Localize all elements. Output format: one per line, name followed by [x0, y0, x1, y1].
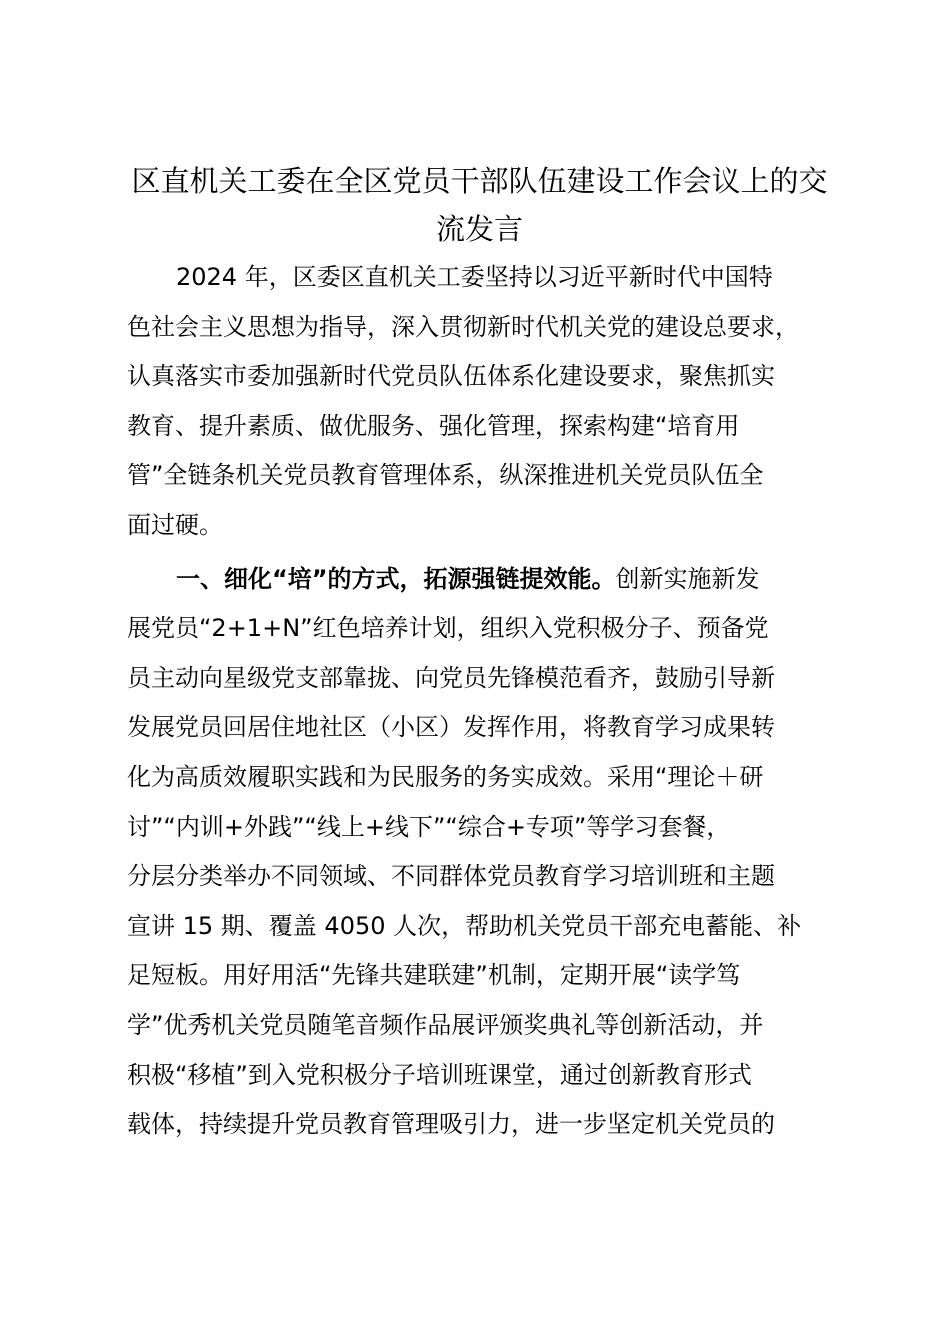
section-1-first-line-rest: 创新实施新发: [615, 564, 760, 593]
title-line-1: 区直机关工委在全区党员干部队伍建设工作会议上的交: [131, 164, 828, 198]
paragraph-line: 积极“移植”到入党积极分子培训班课堂，通过创新教育形式: [127, 1060, 752, 1089]
paragraph-line: 面过硬。: [127, 510, 223, 539]
paragraph-line: 学”优秀机关党员随笔音频作品展评颁奖典礼等创新活动，并: [127, 1010, 764, 1039]
document-body: [127, 157, 832, 1150]
title-line-2: 流发言: [435, 212, 523, 246]
paragraph-line: 发展党员回居住地社区（小区）发挥作用，将教育学习成果转: [127, 713, 775, 742]
paragraph-line: 化为高质效履职实践和为民服务的务实成效。采用“理论＋研: [127, 762, 764, 791]
paragraph-intro: [127, 253, 832, 551]
paragraph-line: 讨”“内训+外践”“线上+线下”“综合+专项”等学习套餐，: [127, 812, 731, 841]
paragraph-line: 展党员“2+1+N”红色培养计划，组织入党积极分子、预备党: [127, 614, 769, 643]
paragraph-line: 色社会主义思想为指导，深入贯彻新时代机关党的建设总要求，: [127, 312, 799, 341]
paragraph-line: 员主动向星级党支部靠拢、向党员先锋模范看齐，鼓励引导新: [127, 663, 775, 692]
paragraph-line: 2024 年，区委区直机关工委坚持以习近平新时代中国特: [176, 263, 773, 291]
document-title: [127, 157, 832, 253]
paragraph-line: 教育、提升素质、做优服务、强化管理，探索构建“培育用: [127, 411, 740, 440]
paragraph-line: 分层分类举办不同领域、不同群体党员教育学习培训班和主题: [127, 862, 775, 891]
paragraph-line: 认真落实市委加强新时代党员队伍体系化建设要求，聚焦抓实: [127, 362, 775, 391]
section-1-first-line: [127, 555, 832, 605]
section-1-heading: 一、细化“培”的方式，拓源强链提效能。: [176, 564, 616, 593]
paragraph-line: 足短板。用好用活“先锋共建联建”机制，定期开展“读学笃: [127, 961, 741, 990]
paragraph-line: 宣讲 15 期、覆盖 4050 人次，帮助机关党员干部充电蓄能、补: [127, 911, 802, 940]
paragraph-line: 管”全链条机关党员教育管理体系，纵深推进机关党员队伍全: [127, 461, 764, 490]
paragraph-section-1: [127, 555, 832, 1150]
paragraph-line: 载体，持续提升党员教育管理吸引力，进一步坚定机关党员的: [127, 1110, 775, 1139]
